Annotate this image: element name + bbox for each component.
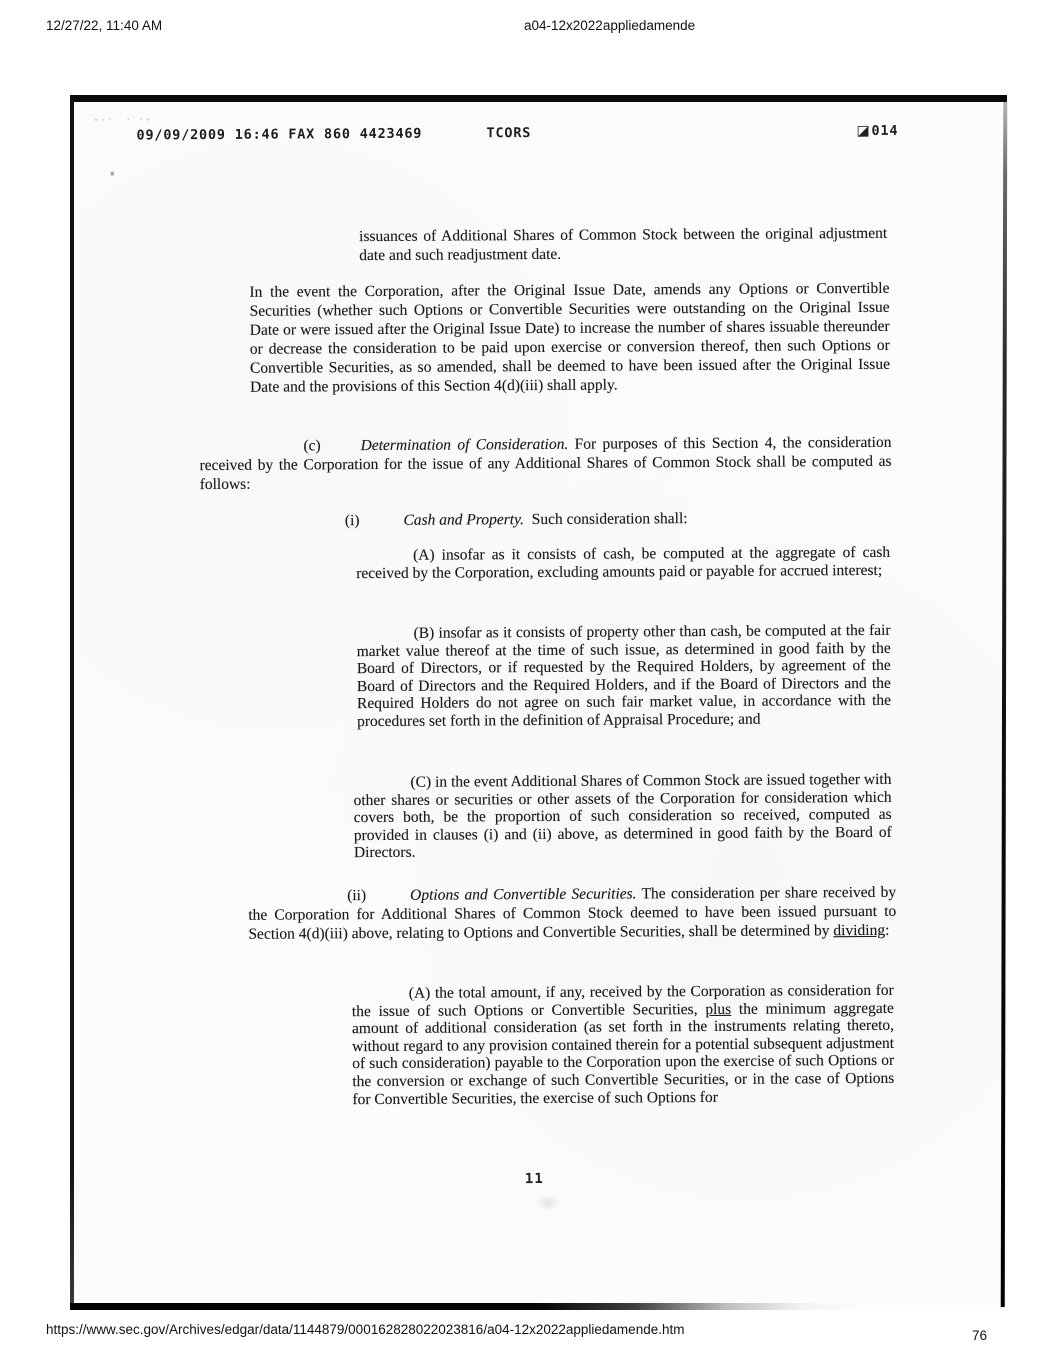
- item-label: (B): [413, 624, 435, 642]
- item-label: (ii): [347, 887, 367, 905]
- scan-content: [66, 92, 1010, 1313]
- item-i-a: [356, 544, 890, 582]
- item-i-cash-and-property: [345, 508, 905, 530]
- section-c-determination-of-consideration: [199, 433, 891, 494]
- print-header-datetime: 12/27/22, 11:40 AM: [46, 18, 163, 33]
- section-label: (c): [303, 437, 321, 455]
- paragraph-amend-options: In the event the Corporation, after the Original Issue Date, amends any Options or Convertible Securities (whether such Options or Convertible Securities were outstanding on the Original Issue Date or were issued after the Original Issue Date) to increase the number of shares issuable thereunder or decrease the consideration to be paid upon exercise or conversion thereof, then such Options or Convertible Securities, as so amended, shall be deemed to have been issued after the Original Issue Date and the provisions of this Section 4(d)(iii) shall apply.: [249, 279, 890, 396]
- item-text: Such consideration shall:: [531, 510, 688, 529]
- scan-artifact: [535, 1195, 561, 1211]
- item-text: insofar as it consists of cash, be computed at the aggregate of cash received by the Corporation, excluding amounts paid or payable for accrued interest;: [356, 543, 891, 582]
- fax-page-counter-value: 014: [871, 122, 899, 139]
- fax-transmission-header: [66, 122, 1003, 148]
- underlined-word: dividing: [833, 921, 886, 940]
- item-text: the minimum aggregate amount of additional consideration (as set forth in the instruments relating thereto, without regard to any provision contained therein for a potential subsequent adjustment of such consideration) payable to the Corporation upon the exercise of such Options or the conversion or exchange of such Convertible Securities, or in the case of Options for Convertible Securities, the exercise of such Options for: [351, 999, 895, 1108]
- item-heading: Cash and Property.: [403, 511, 524, 529]
- item-label: (i): [344, 512, 360, 530]
- section-heading: Determination of Consideration.: [360, 435, 569, 455]
- scan-artifact: -·· · ·-: [94, 113, 153, 126]
- item-label: (C): [410, 773, 432, 791]
- item-ii-options-convertible-securities: [248, 883, 896, 944]
- item-text: insofar as it consists of property other than cash, be computed at the fair market value thereof at the time of such issue, as determined in good faith by the Board of Directors, or if requested by the Required Holders, by agreement of the Board of Directors and the Required Holders, and if the Board of Directors and the Required Holders do not agree on such fair market value, in accordance with the procedures set forth in the definition of Appraisal Procedure; and: [356, 621, 892, 731]
- item-heading: Options and Convertible Securities.: [410, 885, 637, 904]
- underlined-word: plus: [705, 1000, 732, 1018]
- section-text: For purposes of this Section 4, the consideration received by the Corporation for the issue of any Additional Shares of Common Stock shall be computed as follows:: [199, 433, 892, 494]
- item-text: :: [885, 921, 890, 939]
- print-header-doc-title: a04-12x2022appliedamende: [524, 18, 696, 33]
- item-label: (A): [408, 984, 431, 1002]
- fax-page-icon: ◪: [856, 122, 871, 140]
- scanned-fax-page: [70, 95, 1007, 1310]
- fax-station-id: TCORS: [486, 125, 532, 142]
- item-text: in the event Additional Shares of Common Stock are issued together with other shares or securities or other assets of the Corporation for consideration which covers both, be the proportion of such consideration so received, computed as provided in clauses (i) and (ii) above, as determined in good faith by the Board of Directors.: [353, 770, 892, 862]
- item-i-c: [353, 771, 892, 862]
- item-ii-a: [352, 982, 895, 1108]
- scan-artifact: [111, 172, 114, 176]
- print-footer-page-number: 76: [972, 1328, 988, 1343]
- print-footer-url: https://www.sec.gov/Archives/edgar/data/1144879/000162828022023816/a04-12x2022appliedamende.htm: [46, 1322, 685, 1337]
- scan-page-number: 11: [524, 1170, 544, 1188]
- item-label: (A): [413, 546, 435, 564]
- item-i-b: [357, 622, 892, 731]
- fax-page-counter: [856, 123, 898, 139]
- fax-timestamp-number: 09/09/2009 16:46 FAX 860 4423469: [136, 125, 423, 144]
- item-text: The consideration per share received by the Corporation for Additional Shares of Common Stock deemed to have been issued pursuant to Section 4(d)(iii) above, relating to Options and Convertible Securities, shall be determined by: [248, 883, 897, 943]
- item-text: the total amount, if any, received by the Corporation as consideration for the issue of such Options or Convertible Securities,: [351, 981, 894, 1020]
- paragraph-carryover: issuances of Additional Shares of Common Stock between the original adjustment date and such readjustment date.: [359, 224, 888, 265]
